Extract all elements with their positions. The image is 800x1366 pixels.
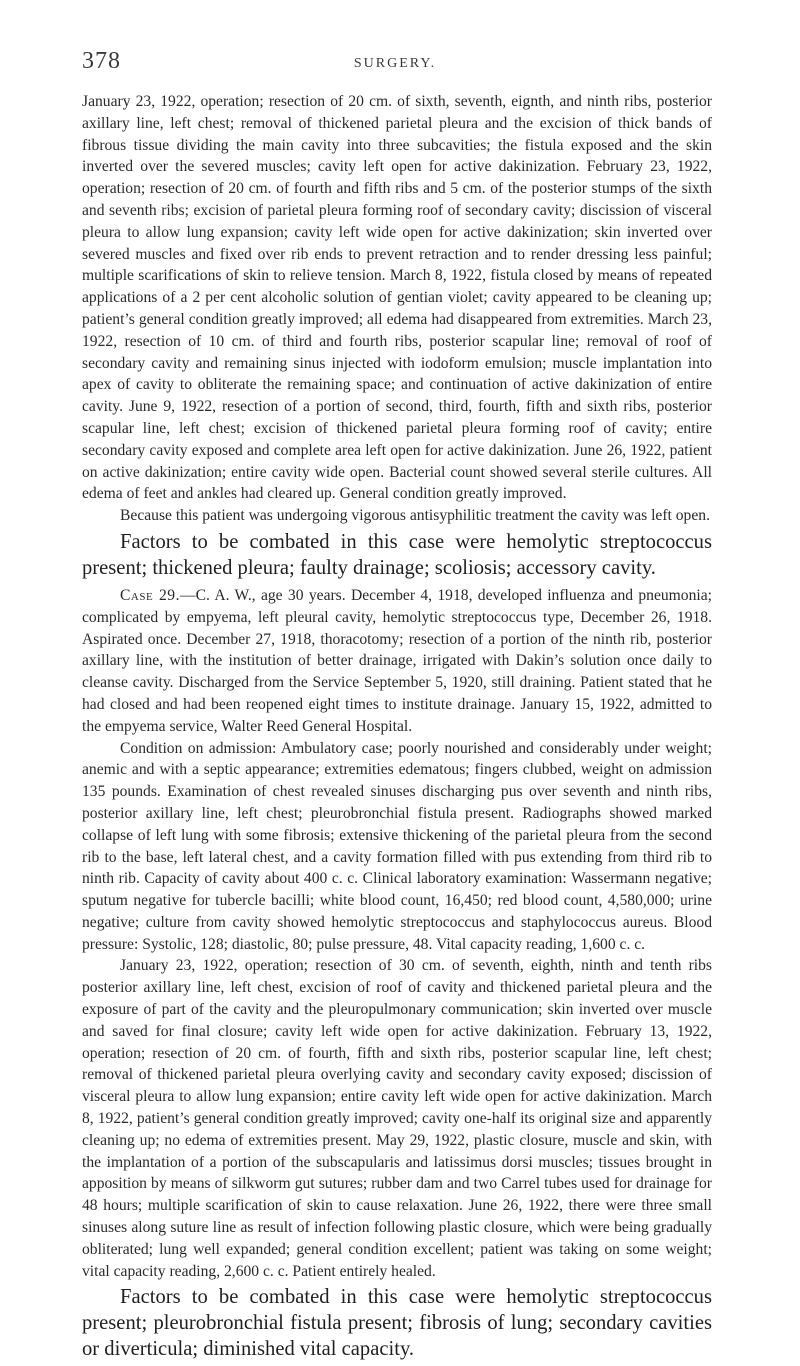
paragraph-case-29-history [82, 585, 712, 738]
page-header [82, 48, 708, 78]
page-body [82, 91, 712, 1366]
paragraph-antisyphilitic-note: Because this patient was undergoing vigorous antisyphilitic treatment the cavity was left open. [120, 507, 710, 525]
factors-heading-case-29: Factors to be combated in this case were hemolytic streptococcus present; pleurobronchial fistula present; fibrosis of lung; secondary cavities or diverticula; diminished vital capacity. [82, 1286, 712, 1361]
paragraph-operations-1922: January 23, 1922, operation; resection of 20 cm. of sixth, seventh, eignth, and ninth ribs, posterior axillary line, left chest; removal of thickened parietal pleura and the excision of thick bands of fibrous tissue dividing the main cavity into three subcavities; the fistula exposed and the skin inverted over the severed muscles; cavity left open for active dakinization. February 23, 1922, operation; resection of 20 cm. of fourth and fifth ribs and 5 cm. of the posterior stumps of the sixth and seventh ribs; excision of parietal pleura forming roof of secondary cavity; discission of visceral pleura to allow lung expansion; cavity left wide open for active dakinization; skin inverted over severed muscles and fixed over rib ends to prevent retraction and to render dressing less painful; multiple scarifications of skin to relieve tension. March 8, 1922, fistula closed by means of repeated applications of a 2 per cent alcoholic solution of gentian violet; cavity appeared to be cleaning up; patient’s general condition greatly improved; all edema had disappeared from extremities. March 23, 1922, resection of 10 cm. of third and fourth ribs, posterior scapular line; removal of roof of secondary cavity and remaining sinus injected with iodoform emulsion; muscle implantation into apex of cavity to obliterate the remaining space; and continuation of active dakinization of entire cavity. June 9, 1922, resection of a portion of second, third, fourth, fifth and sixth ribs, posterior scapular line, left chest; excision of thickened parietal pleura forming roof of cavity; entire secondary cavity exposed and complete area left open for active dakinization. June 26, 1922, patient on active dakinization; entire cavity wide open. Bacterial count showed several sterile cultures. All edema of feet and ankles had cleared up. General condition greatly improved. [82, 93, 712, 503]
running-head: SURGERY. [353, 56, 437, 71]
paragraph-case-29-operations: January 23, 1922, operation; resection of 30 cm. of seventh, eighth, ninth and tenth ribs posterior axillary line, left chest, excision of roof of cavity and thickened parietal pleura and the exposure of part of the cavity and the pleuropulmonary communication; skin inverted over muscle and saved for final closure; cavity left wide open for active dakinization. February 13, 1922, operation; resection of 20 cm. of fourth, fifth and sixth ribs, posterior scapular line, left chest; removal of thickened parietal pleura overlying cavity and secondary cavity exposed; discission of visceral pleura to allow lung expansion; entire cavity left wide open for active dakinization. March 8, 1922, patient’s general condition greatly improved; cavity one-half its original size and apparently cleaning up; no edema of extremities present. May 29, 1922, plastic closure, muscle and skin, with the implantation of a portion of the subscapularis and latissimus dorsi muscles; tissues brought in apposition by means of silkworm gut sutures; rubber dam and two Carrel tubes used for drainage for 48 hours; multiple scarification of skin to cause relaxation. June 26, 1922, there were three small sinuses along suture line as result of infection following plastic closure, which were being gradually obliterated; lung well expanded; general condition excellent; patient was taking on some weight; vital capacity reading, 2,600 c. c. Patient entirely healed. [82, 957, 712, 1280]
factors-heading-case-28: Factors to be combated in this case were hemolytic streptococcus present; thickened pleura; faulty drainage; scoliosis; accessory cavity. [82, 530, 712, 579]
case-29-history-text: —C. A. W., age 30 years. December 4, 1918, developed influenza and pneumonia; complicated by empyema, left pleural cavity, hemolytic streptococcus type, December 26, 1918. Aspirated once. December 27, 1918, thoracotomy; resection of a portion of the ninth rib, posterior axillary line, with the institution of better drainage, irrigated with Dakin’s solution once daily to cleanse cavity. Discharged from the Service September 5, 1920, still draining. Patient stated that he had closed and had been reopened eight times to institute drainage. January 15, 1922, admitted to the empyema service, Walter Reed General Hospital. [82, 586, 712, 735]
case-label: Case 29. [120, 586, 180, 604]
paragraph-condition-on-admission: Condition on admission: Ambulatory case; poorly nourished and considerably under weight; anemic and with a septic appearance; extremities edematous; fingers clubbed, weight on admission 135 pounds. Examination of chest revealed sinuses discharging pus over seventh and ninth ribs, posterior axillary line, left chest; pleurobronchial fistula present. Radiographs showed marked collapse of left lung with some fibrosis; extensive thickening of the parietal pleura from the second rib to the base, left lateral chest, and a cavity formation filled with pus extending from third rib to ninth rib. Capacity of cavity about 400 c. c. Clinical laboratory examination: Wassermann negative; sputum negative for tubercle bacilli; white blood count, 16,450; red blood count, 4,580,000; urine negative; culture from cavity showed hemolytic streptococcus and staphylococcus aureus. Blood pressure: Systolic, 128; diastolic, 80; pulse pressure, 48. Vital capacity reading, 1,600 c. c. [82, 739, 712, 953]
page-number: 378 [82, 48, 121, 74]
